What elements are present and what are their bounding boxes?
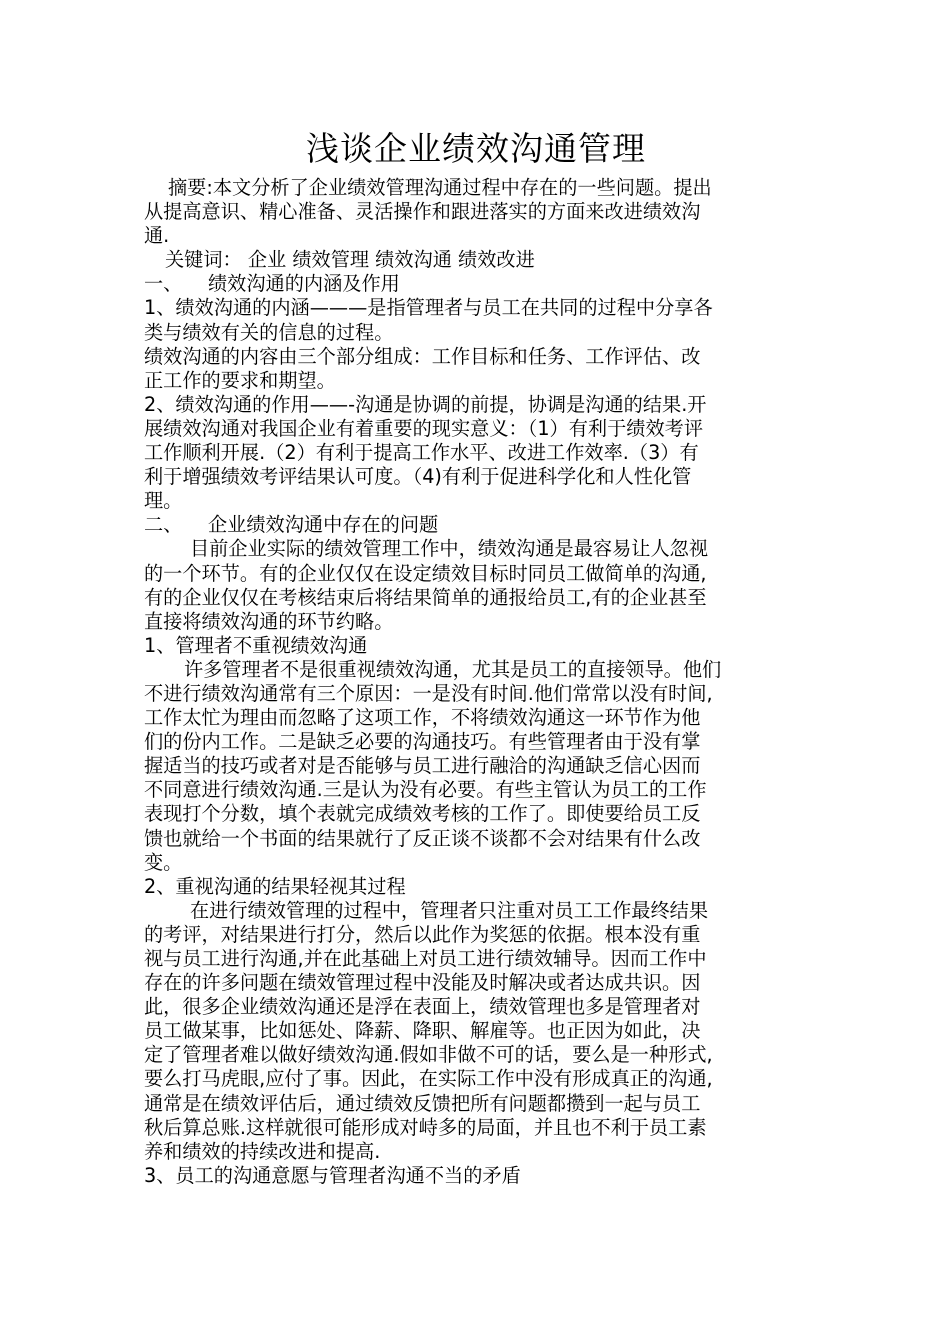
text-line: 有的企业仅仅在考核结束后将结果简单的通报给员工,有的企业甚至 — [144, 585, 707, 609]
section-heading — [144, 513, 808, 537]
text-line: 通. — [144, 224, 170, 248]
text-line: 的考评，对结果进行打分，然后以此作为奖惩的依据。根本没有重 — [144, 922, 701, 946]
text-line: 视与员工进行沟通,并在此基础上对员工进行绩效辅导。因而工作中 — [144, 947, 707, 970]
text-line: 定了管理者难以做好绩效沟通.假如非做不可的话，要么是一种形式, — [144, 1043, 713, 1067]
text-line: 此，很多企业绩效沟通还是浮在表面上，绩效管理也多是管理者对 — [144, 995, 701, 1019]
text-line: 员工做某事，比如惩处、降薪、降职、解雇等。也正因为如此，决 — [144, 1019, 701, 1043]
section-number: 一、 — [144, 272, 183, 296]
text-line: 关键词： 企业 绩效管理 绩效沟通 绩效改进 — [165, 248, 535, 272]
paragraph-lines — [144, 176, 808, 1188]
section-heading — [144, 272, 808, 296]
text-line: 通常是在绩效评估后，通过绩效反馈把所有问题都攒到一起与员工 — [144, 1091, 701, 1115]
section-number: 二、 — [144, 513, 183, 537]
text-line: 1、绩效沟通的内涵———是指管理者与员工在共同的过程中分享各 — [144, 296, 713, 320]
text-line: 2、绩效沟通的作用——-沟通是协调的前提，协调是沟通的结果.开 — [144, 392, 707, 416]
text-line: 从提高意识、精心准备、灵活操作和跟进落实的方面来改进绩效沟 — [144, 200, 701, 224]
text-line: 工作顺利开展.（2）有利于提高工作水平、改进工作效率.（3）有 — [144, 441, 699, 465]
text-line: 握适当的技巧或者对是否能够与员工进行融洽的沟通缺乏信心因而 — [144, 754, 701, 778]
text-line: 类与绩效有关的信息的过程。 — [144, 320, 394, 344]
text-line: 的一个环节。有的企业仅仅在设定绩效目标时同员工做简单的沟通, — [144, 561, 707, 585]
text-line: 3、员工的沟通意愿与管理者沟通不当的矛盾 — [144, 1163, 521, 1187]
text-line: 在进行绩效管理的过程中，管理者只注重对员工工作最终结果 — [190, 898, 709, 922]
section-heading-text: 企业绩效沟通中存在的问题 — [208, 513, 439, 537]
text-line: 存在的许多问题在绩效管理过程中没能及时解决或者达成共识。因 — [144, 971, 701, 995]
text-line: 秋后算总账.这样就很可能形成对峙多的局面，并且也不利于员工素 — [144, 1115, 707, 1139]
text-line: 变。 — [144, 850, 183, 874]
text-line: 理。 — [144, 489, 183, 513]
text-line: 工作太忙为理由而忽略了这项工作，不将绩效沟通这一环节作为他 — [144, 706, 701, 730]
text-line: 们的份内工作。二是缺乏必要的沟通技巧。有些管理者由于没有掌 — [144, 730, 701, 754]
text-line: 绩效沟通的内容由三个部分组成：工作目标和任务、工作评估、改 — [144, 344, 701, 368]
document-body — [144, 128, 808, 1188]
text-line: 直接将绩效沟通的环节约略。 — [144, 609, 394, 633]
section-heading-text: 绩效沟通的内涵及作用 — [208, 272, 400, 296]
text-line: 要么打马虎眼,应付了事。因此，在实际工作中没有形成真正的沟通, — [144, 1067, 713, 1091]
text-line: 1、管理者不重视绩效沟通 — [144, 633, 368, 657]
text-line: 不同意进行绩效沟通.三是认为没有必要。有些主管认为员工的工作 — [144, 778, 707, 802]
text-line: 表现打个分数，填个表就完成绩效考核的工作了。即使要给员工反 — [144, 802, 701, 826]
text-line: 利于增强绩效考评结果认可度。（4)有利于促进科学化和人性化管 — [144, 465, 692, 489]
document-title: 浅谈企业绩效沟通管理 — [306, 129, 646, 168]
text-line: 摘要:本文分析了企业绩效管理沟通过程中存在的一些问题。提出 — [168, 176, 712, 199]
text-line: 馈也就给一个书面的结果就行了反正谈不谈都不会对结果有什么改 — [144, 826, 701, 850]
text-line: 2、重视沟通的结果轻视其过程 — [144, 874, 406, 898]
text-line: 不进行绩效沟通常有三个原因：一是没有时间.他们常常以没有时间, — [144, 681, 713, 705]
text-line: 许多管理者不是很重视绩效沟通，尤其是员工的直接领导。他们 — [184, 657, 722, 681]
text-line: 养和绩效的持续改进和提高. — [144, 1139, 381, 1163]
text-line: 目前企业实际的绩效管理工作中，绩效沟通是最容易让人忽视 — [190, 537, 709, 561]
text-line: 正工作的要求和期望。 — [144, 368, 336, 392]
text-line: 展绩效沟通对我国企业有着重要的现实意义：（1）有利于绩效考评 — [144, 416, 704, 440]
